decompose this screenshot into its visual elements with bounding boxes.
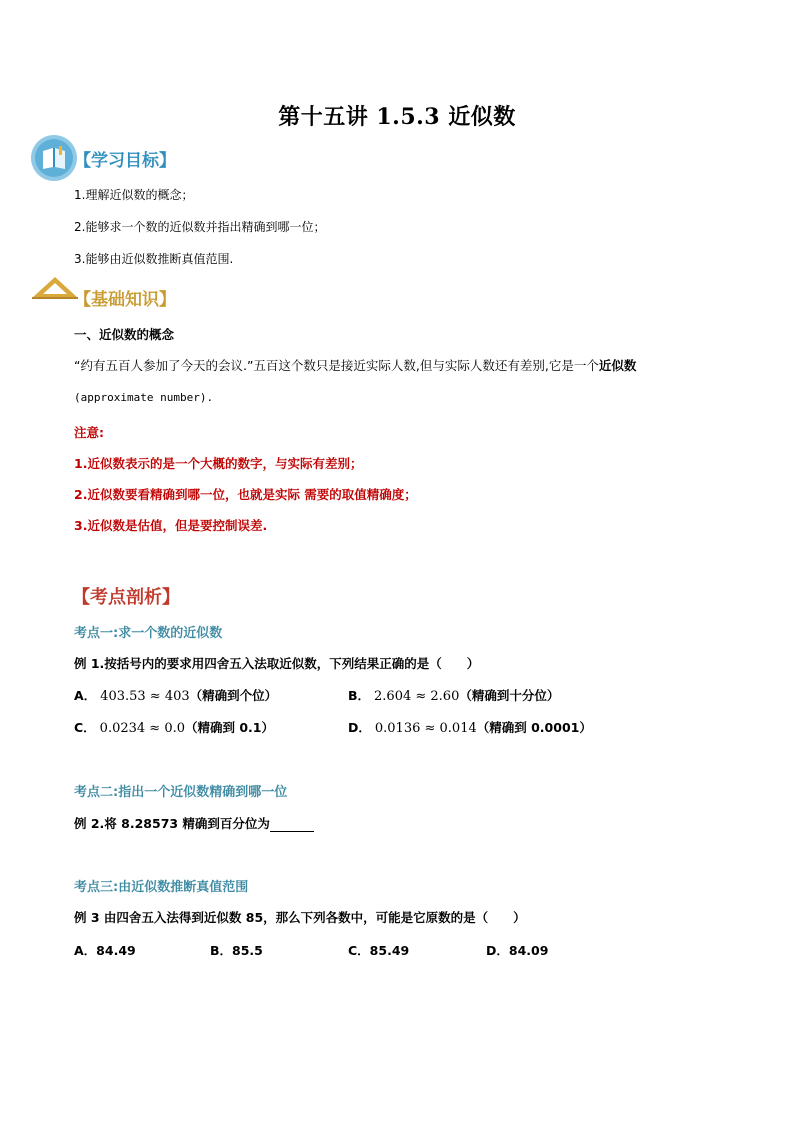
option-expression: 2.604 ≈ 2.60 — [374, 689, 460, 704]
option-c: C．85.49 — [348, 943, 410, 958]
option-letter: B． — [348, 688, 371, 703]
option-letter: C． — [74, 720, 96, 735]
learning-goals-heading: 【学习目标】 — [74, 151, 176, 171]
option-note: （精确到十分位） — [459, 688, 560, 703]
example-1-question: 例 1.按括号内的要求用四舍五入法取近似数，下列结果正确的是（ ） — [74, 656, 480, 671]
option-c — [74, 718, 274, 736]
option-b — [348, 686, 559, 704]
section-heading: 一、近似数的概念 — [74, 327, 175, 342]
option-expression: 0.0234 ≈ 0.0 — [99, 721, 185, 736]
basic-knowledge-heading: 【基础知识】 — [74, 290, 176, 310]
question-text: 例 2.将 8.28573 精确到百分位为 — [74, 816, 270, 831]
option-expression: 0.0136 ≈ 0.014 — [374, 721, 477, 736]
note-item: 1.近似数表示的是一个大概的数字，与实际有差别； — [74, 456, 363, 471]
option-a — [74, 686, 277, 704]
option-b: B．85.5 — [210, 943, 263, 958]
example-2-question — [74, 814, 314, 832]
concept-paragraph — [74, 356, 636, 374]
option-d: D．84.09 — [486, 943, 549, 958]
page-title: 第十五讲 1.5.3 近似数 — [278, 104, 516, 130]
exam-point-2-label: 考点二:指出一个近似数精确到哪一位 — [74, 785, 288, 800]
example-3-question: 例 3 由四舍五入法得到近似数 85，那么下列各数中，可能是它原数的是（ ） — [74, 910, 526, 925]
option-d — [348, 718, 592, 736]
option-note: （精确到个位） — [189, 688, 278, 703]
goal-item: 2.能够求一个数的近似数并指出精确到哪一位； — [74, 220, 326, 234]
option-expression: 403.53 ≈ 403 — [100, 689, 190, 704]
book-icon — [30, 134, 78, 182]
option-note: （精确到 0.1） — [185, 720, 274, 735]
note-label: 注意: — [74, 425, 104, 440]
note-item: 2.近似数要看精确到哪一位，也就是实际 需要的取值精确度； — [74, 487, 417, 502]
option-a: A．84.49 — [74, 943, 136, 958]
goal-item: 1.理解近似数的概念； — [74, 188, 194, 202]
note-item: 3.近似数是估值，但是要控制误差. — [74, 518, 268, 533]
triangle-ruler-icon — [30, 274, 80, 300]
paragraph-text: “约有五百人参加了今天的会议.”五百这个数只是接近实际人数,但与实际人数还有差别,它是一个 — [74, 358, 599, 373]
option-letter: A． — [74, 688, 97, 703]
exam-point-1-label: 考点一:求一个数的近似数 — [74, 626, 223, 641]
goal-item: 3.能够由近似数推断真值范围. — [74, 252, 234, 266]
exam-analysis-heading: 【考点剖析】 — [72, 587, 180, 608]
option-note: （精确到 0.0001） — [476, 720, 592, 735]
term-approximate-number: 近似数 — [598, 358, 637, 373]
answer-blank[interactable] — [270, 819, 314, 832]
paragraph-english-term: (approximate number). — [74, 391, 214, 404]
option-letter: D． — [348, 720, 371, 735]
exam-point-3-label: 考点三:由近似数推断真值范围 — [74, 880, 249, 895]
